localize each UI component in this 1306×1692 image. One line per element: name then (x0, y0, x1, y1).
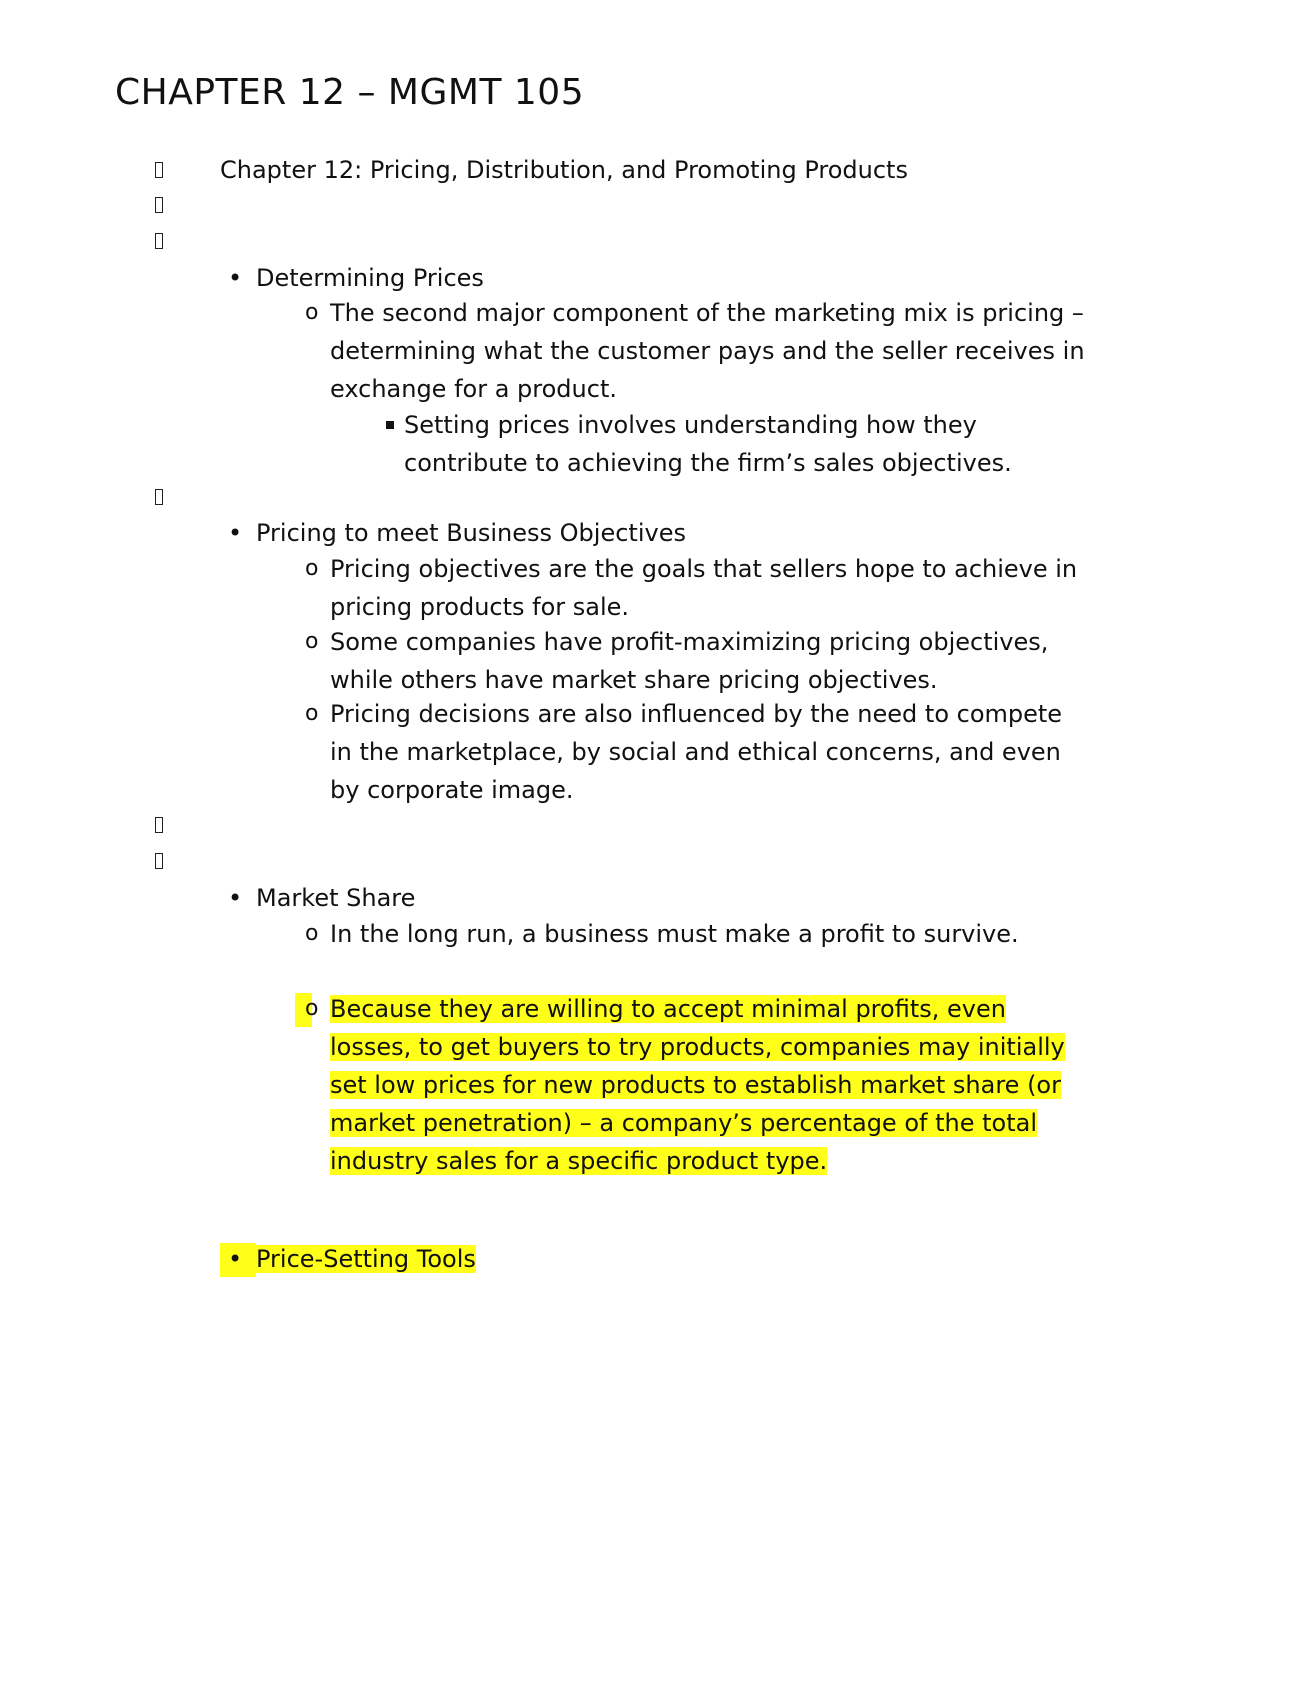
list-item-line: determining what the customer pays and the seller receives in (330, 337, 1085, 365)
list-item-line-wrap (330, 1066, 1065, 1104)
list-item-line: Pricing objectives are the goals that sellers hope to achieve in (330, 555, 1078, 583)
bullet-icon: • (228, 519, 243, 547)
section-heading: Pricing to meet Business Objectives (256, 519, 686, 547)
chapter-heading: Chapter 12: Pricing, Distribution, and Promoting Products (220, 156, 908, 184)
sub-bullet-icon: o (305, 921, 319, 946)
list-item-line: while others have market share pricing objectives. (330, 666, 938, 694)
list-item-line: In the long run, a business must make a profit to survive. (330, 920, 1019, 948)
list-item (330, 550, 1077, 626)
list-item (330, 623, 1048, 699)
list-item-line: set low prices for new products to establish market share (or (330, 1071, 1061, 1099)
missing-glyph-icon (155, 222, 163, 260)
list-item-line-wrap (330, 1028, 1065, 1066)
list-item-line: in the marketplace, by social and ethical concerns, and even (330, 738, 1061, 766)
section-heading: Determining Prices (256, 264, 484, 292)
sub-bullet-icon: o (305, 300, 319, 325)
list-item-line: Pricing decisions are also influenced by the need to compete (330, 700, 1063, 728)
list-item-line: by corporate image. (330, 776, 574, 804)
sub-bullet-icon: o (305, 701, 319, 726)
missing-glyph-icon (155, 842, 163, 880)
section-heading-highlighted (256, 1240, 476, 1278)
sub-bullet-icon: o (305, 556, 319, 581)
list-item (404, 406, 1012, 482)
bullet-icon: • (228, 1245, 243, 1273)
missing-glyph-icon (155, 806, 163, 844)
list-item-line: Setting prices involves understanding how they (404, 411, 977, 439)
list-item-line: Because they are willing to accept minimal profits, even (330, 995, 1006, 1023)
list-item-line: market penetration) – a company’s percentage of the total (330, 1109, 1037, 1137)
missing-glyph-icon (155, 186, 163, 224)
list-item-line-wrap (330, 1142, 1065, 1180)
list-item (330, 695, 1062, 809)
list-item-line: Some companies have profit-maximizing pricing objectives, (330, 628, 1049, 656)
list-item (330, 294, 1085, 408)
list-item-line: losses, to get buyers to try products, companies may initially (330, 1033, 1065, 1061)
list-item-line: The second major component of the marketing mix is pricing – (330, 299, 1084, 327)
list-item-line-wrap (330, 990, 1065, 1028)
bullet-icon: • (228, 884, 243, 912)
list-item-line: industry sales for a specific product type. (330, 1147, 828, 1175)
missing-glyph-icon (155, 151, 163, 189)
document-title: CHAPTER 12 – MGMT 105 (115, 72, 585, 113)
list-item-line: pricing products for sale. (330, 593, 630, 621)
section-heading-text: Price-Setting Tools (256, 1245, 476, 1273)
section-heading: Market Share (256, 884, 416, 912)
list-item (330, 915, 1019, 953)
sub-bullet-icon: o (305, 996, 319, 1021)
list-item-line: contribute to achieving the firm’s sales objectives. (404, 449, 1012, 477)
list-item-line: exchange for a product. (330, 375, 617, 403)
sub-bullet-icon: o (305, 629, 319, 654)
square-bullet-icon (386, 421, 394, 429)
bullet-icon: • (228, 264, 243, 292)
missing-glyph-icon (155, 478, 163, 516)
highlighted-list-item (330, 990, 1065, 1180)
list-item-line-wrap (330, 1104, 1065, 1142)
